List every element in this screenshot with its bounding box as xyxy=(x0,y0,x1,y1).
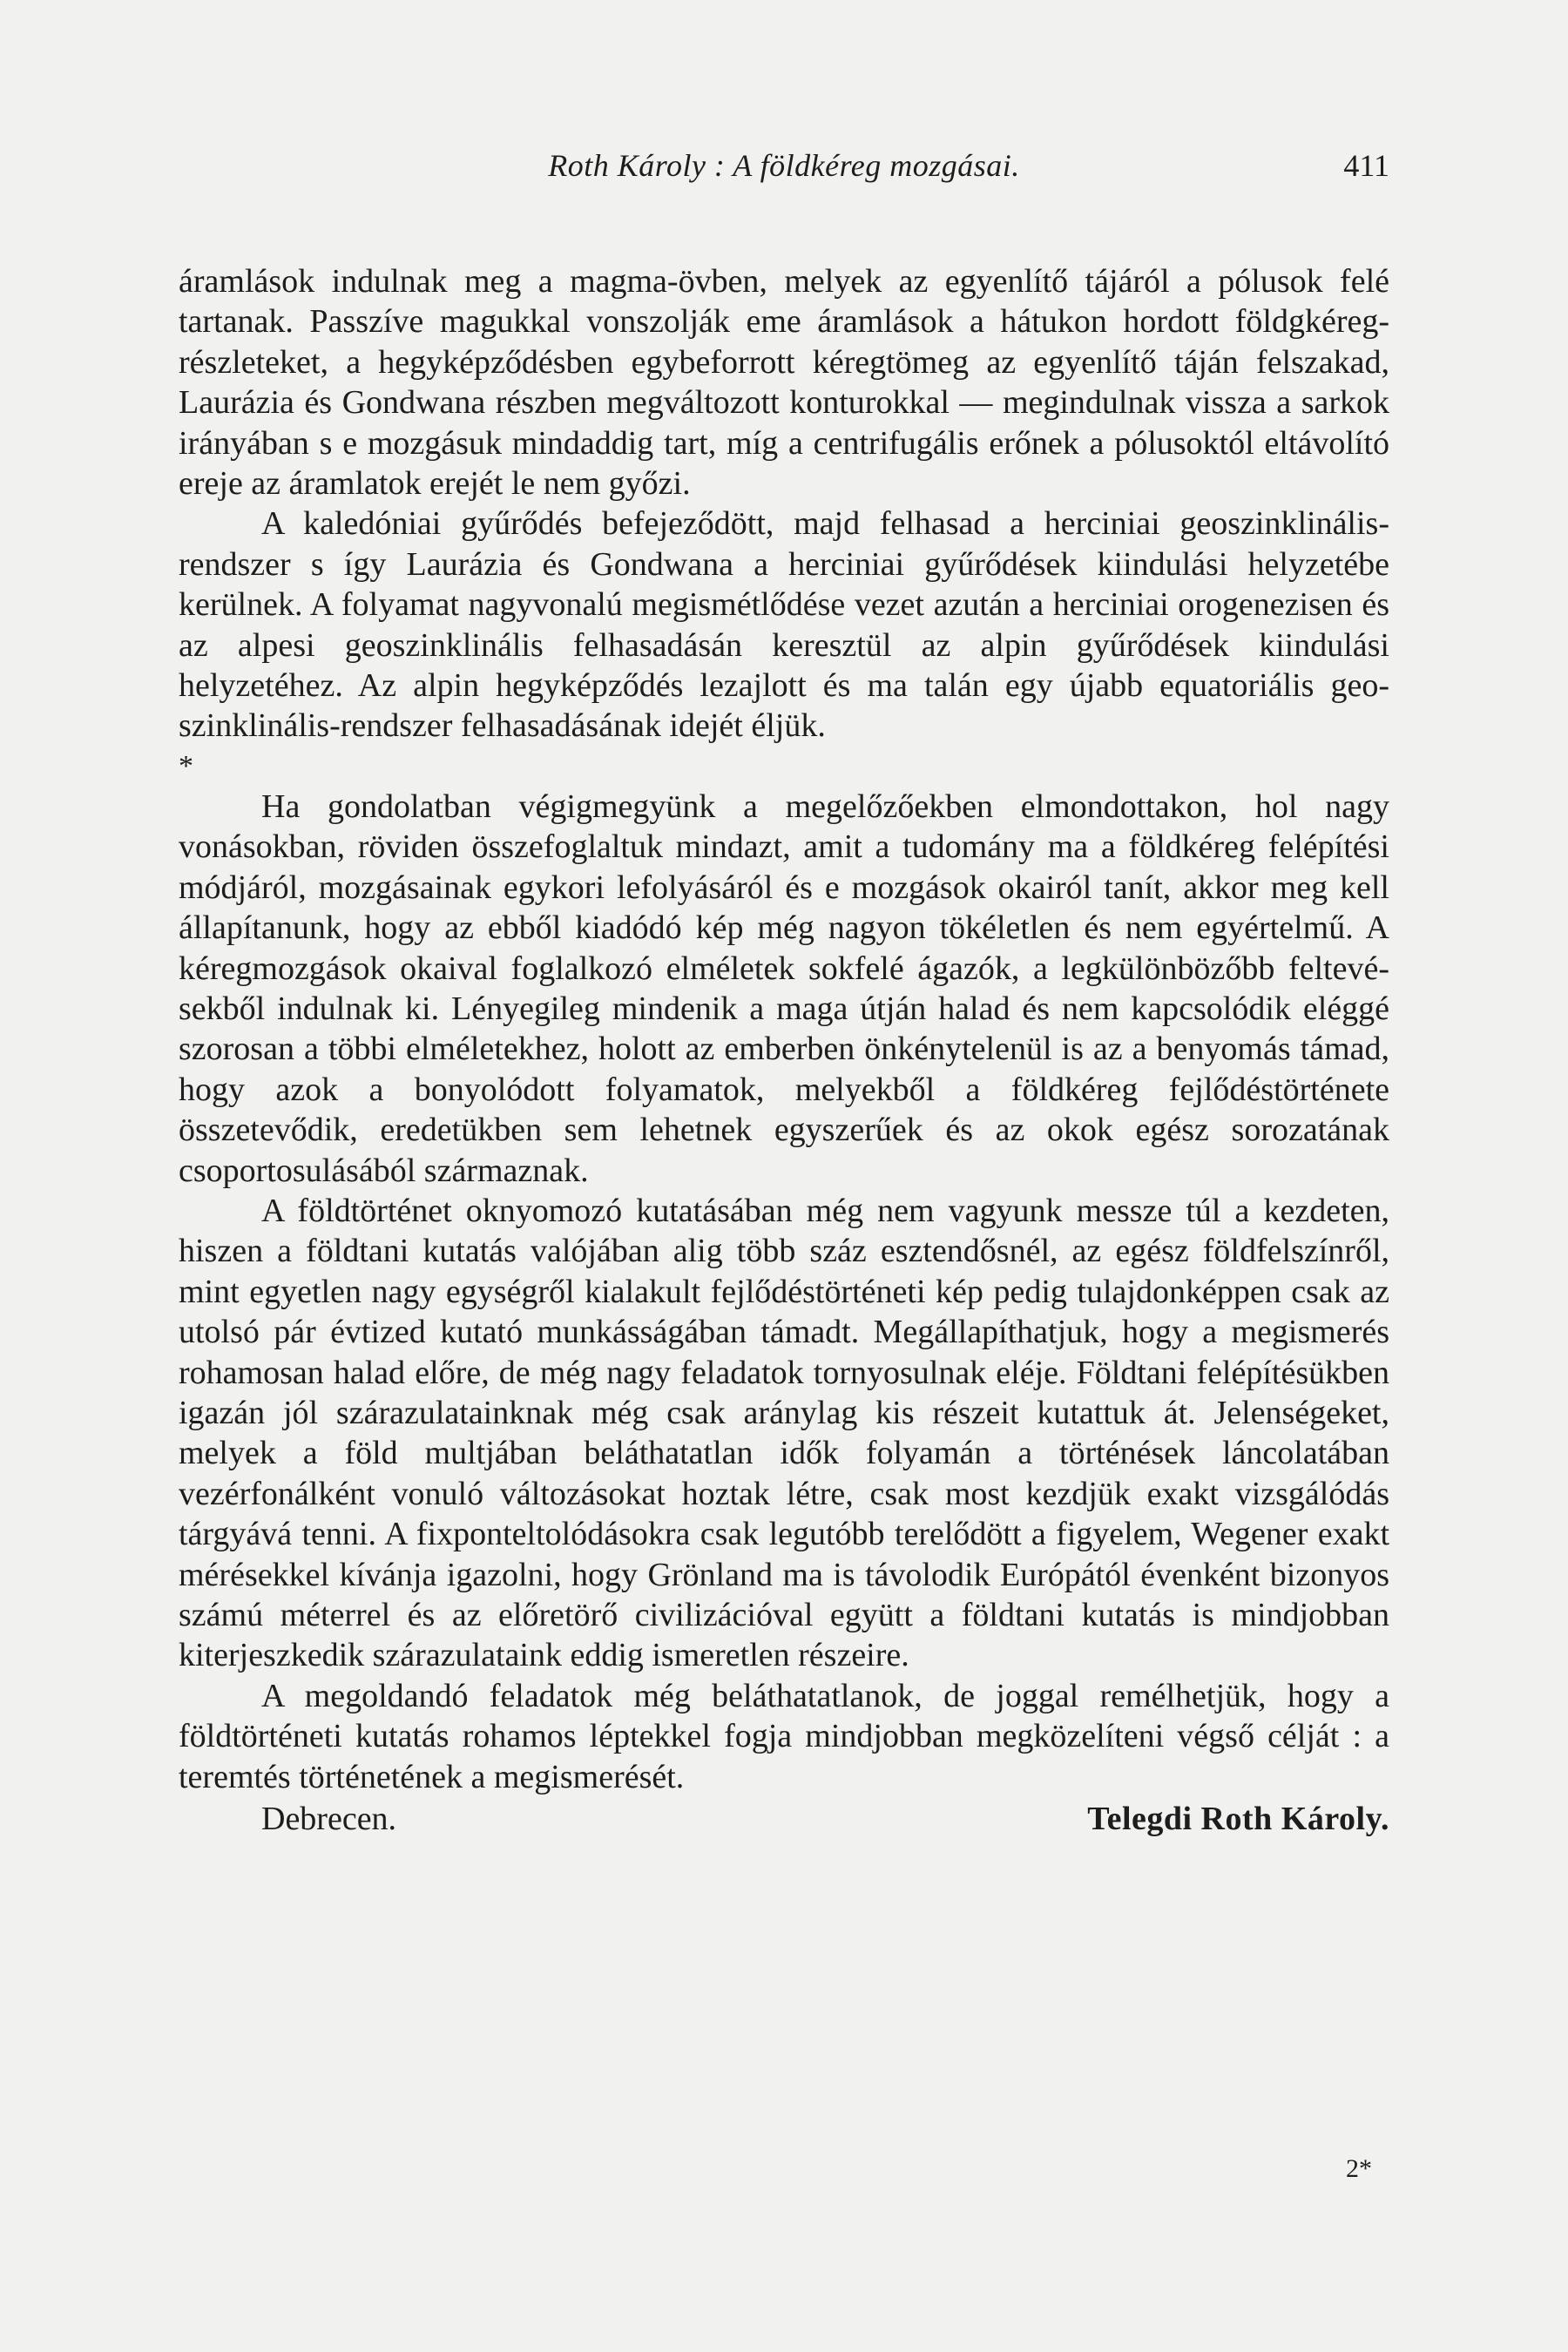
running-head xyxy=(0,139,1568,192)
paragraph-5: A megoldandó feladatok még beláthatatlanok, de joggal remélhetjük, hogy a földtörténeti kutatás rohamos léptekkel fogja mindjobban megközelíteni végső célját : a teremtés történetének a megismerését. xyxy=(179,1677,1389,1795)
paragraph-3: Ha gondolatban végigmegyünk a megelőzőekben elmondottakon, hol nagy vonásokban, röviden összefoglaltuk mindazt, amit a tudomány ma a földkéreg felépítési módjáról, mozgásainak egykori lefolyásáról és e mozgások okairól tanít, akkor meg kell állapítanunk, hogy az ebből kiadódó kép még nagyon tökéletlen és nem egyértelmű. A kéregmozgások okaival foglalkozó elméletek sokfelé ágazók, a legkülönbözőbb feltevésekből indulnak ki. Lényegileg mindenik a maga útján halad és nem kapcsolódik eléggé szorosan a többi elméletekhez, holott az emberben önkénytelenül is az a benyomás támad, hogy azok a bonyolódott folyamatok, melyekből a földkéreg fejlődéstörténete összetevődik, eredetükben sem lehetnek egyszerűek és az okok egész sorozatának csoportosulásából származnak. xyxy=(179,787,1389,1189)
page-number: 411 xyxy=(1343,148,1389,183)
author-signature: Telegdi Roth Károly. xyxy=(1087,1801,1389,1838)
paragraph-1: áramlások indulnak meg a magma-övben, melyek az egyenlítő tájáról a pólusok felé tartanak. Passzíve magukkal vonszolják eme áramlások a hátukon hordott földgkéreg-részleteket, a hegyképződésben egybeforrott kéregtömeg az egyenlítő táján felszakad, Laurázia és Gondwana részben megváltozott konturokkal — megindulnak vissza a sarkok irányában s e mozgásuk mindaddig tart, míg a centrifugális erőnek a pólusoktól eltávolító ereje az áramlatok erejét le nem győzi. xyxy=(179,263,1389,503)
paragraph-4: A földtörténet oknyomozó kutatásában még nem vagyunk messze túl a kezdeten, hiszen a földtani kutatás valójában alig több száz esztendősnél, az egész földfelszínről, mint egyetlen nagy egységről kialakult fejlődéstörténeti kép pedig tulajdonképpen csak az utolsó pár évtized kutató munkásságában támadt. Megállapíthatjuk, hogy a megismerés rohamosan halad előre, de még nagy feladatok tornyosulnak eléje. Földtani felépítésükben igazán jól szárazulatainknak még csak aránylag kis részeit kutattuk át. Jelenségeket, melyek a föld multjában beláthatatlan idők folyamán a történések láncolatában vezérfonálként vonuló változásokat hoztak létre, csak most kezdjük exakt vizsgálódás tárgyává tenni. A fixponteltolódásokra csak legutóbb terelődött a figyelem, Wegener exakt mérésekkel kívánja igazolni, hogy Grönland ma is távolodik Európától évenként bizonyos számú méterrel és az előretörő civilizációval együtt a földtani kutatás is mindjobban kiterjeszkedik szárazulataink eddig ismeretlen részeire. xyxy=(179,1192,1389,1674)
signature-mark: 2* xyxy=(1346,2154,1372,2183)
paragraph-2: A kaledóniai gyűrődés befejeződött, majd felhasad a herciniai geoszinklinális-rendszer s így Laurázia és Gondwana a herciniai gyűrődések kiindulási helyzetébe kerülnek. A folyamat nagyvonalú megismétlődése vezet azután a herciniai orogenezisen és az alpesi geoszinklinális felhasadásán keresztül az alpin gyűrődések kiindulási helyzetéhez. Az alpin hegyképződés lezajlott és ma talán egy újabb equatoriális geoszinklinális-rendszer felhasadásának idejét éljük. xyxy=(179,505,1389,745)
body-text xyxy=(179,261,1389,1841)
place-of-writing: Debrecen. xyxy=(261,1801,397,1838)
closing-line xyxy=(179,1797,1389,1841)
section-separator: * xyxy=(179,749,193,782)
running-title: Roth Károly : A földkéreg mozgásai. xyxy=(548,148,1020,183)
